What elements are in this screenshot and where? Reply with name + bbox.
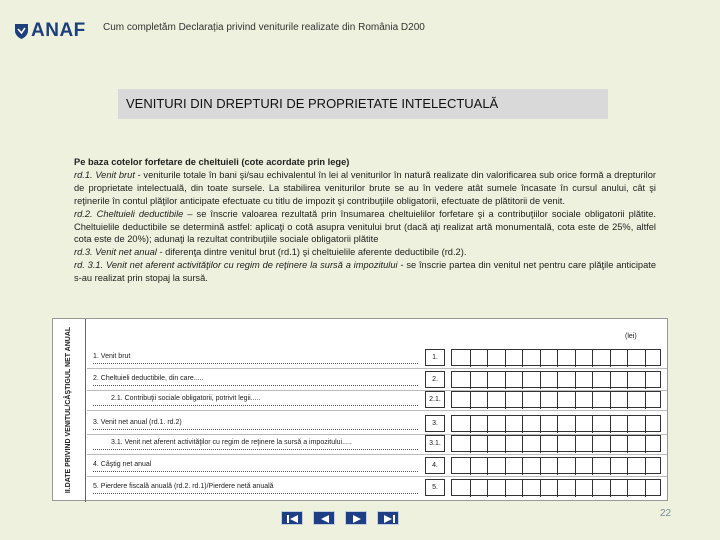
digit-cell-divider bbox=[540, 480, 541, 497]
digit-cell-divider bbox=[505, 350, 506, 367]
digit-cell-divider bbox=[557, 350, 558, 367]
digit-cell-divider bbox=[592, 372, 593, 389]
digit-cell-divider bbox=[610, 350, 611, 367]
digit-cell-divider bbox=[522, 392, 523, 409]
paragraph-text: se înscrie partea din venitul net pentru care plăţile anticipate s-au realizat prin stopaj la sursă. bbox=[74, 260, 656, 284]
paragraph-lead: rd.1. Venit brut bbox=[74, 169, 135, 180]
digit-cell-divider bbox=[575, 480, 576, 497]
digit-cell-divider bbox=[522, 480, 523, 497]
digit-cell-divider bbox=[610, 372, 611, 389]
digit-cell-divider bbox=[645, 480, 646, 497]
digit-cell-divider bbox=[575, 416, 576, 433]
digit-cell-divider bbox=[540, 350, 541, 367]
digit-cell-divider bbox=[470, 416, 471, 433]
arrow-left-icon bbox=[314, 512, 336, 526]
form-row-underline bbox=[93, 471, 418, 472]
digit-cell-divider bbox=[592, 480, 593, 497]
skip-forward-icon bbox=[378, 512, 400, 526]
digit-cell-divider bbox=[645, 458, 646, 475]
slide-navigation bbox=[281, 511, 399, 525]
digit-cell-divider bbox=[522, 436, 523, 453]
digit-cell-divider bbox=[575, 350, 576, 367]
digit-cell-divider bbox=[470, 392, 471, 409]
digit-cell-divider bbox=[627, 416, 628, 433]
digit-cell-divider bbox=[645, 372, 646, 389]
digit-cell-divider bbox=[505, 416, 506, 433]
paragraph-4 bbox=[74, 259, 656, 285]
slide-title-box bbox=[118, 89, 608, 119]
digit-cell-divider bbox=[592, 392, 593, 409]
previous-slide-button[interactable] bbox=[313, 511, 335, 525]
digit-cell-divider bbox=[610, 480, 611, 497]
row-divider bbox=[87, 410, 667, 411]
digit-cell-divider bbox=[540, 458, 541, 475]
skip-back-icon bbox=[282, 512, 304, 526]
currency-unit: (lei) bbox=[625, 333, 637, 340]
digit-cell-divider bbox=[505, 392, 506, 409]
digit-cell-divider bbox=[627, 350, 628, 367]
amount-input[interactable] bbox=[451, 435, 661, 452]
digit-cell-divider bbox=[575, 392, 576, 409]
digit-cell-divider bbox=[540, 416, 541, 433]
digit-cell-divider bbox=[540, 436, 541, 453]
logo-text: ANAF bbox=[31, 20, 86, 41]
digit-cell-divider bbox=[627, 372, 628, 389]
form-row-number: 4. bbox=[425, 457, 445, 474]
digit-cell-divider bbox=[522, 458, 523, 475]
digit-cell-divider bbox=[487, 436, 488, 453]
form-row-underline bbox=[93, 429, 418, 430]
digit-cell-divider bbox=[487, 392, 488, 409]
paragraph-text: Pe baza cotelor forfetare de cheltuieli (cote acordate prin lege) bbox=[74, 157, 350, 167]
digit-cell-divider bbox=[575, 458, 576, 475]
digit-cell-divider bbox=[522, 416, 523, 433]
last-slide-button[interactable] bbox=[377, 511, 399, 525]
digit-cell-divider bbox=[557, 416, 558, 433]
row-divider bbox=[87, 368, 667, 369]
form-row-underline bbox=[93, 363, 418, 364]
digit-cell-divider bbox=[557, 372, 558, 389]
digit-cell-divider bbox=[627, 480, 628, 497]
header bbox=[0, 0, 720, 56]
digit-cell-divider bbox=[540, 372, 541, 389]
form-row-number: 3.1. bbox=[425, 435, 445, 452]
digit-cell-divider bbox=[592, 416, 593, 433]
form-row-number: 2. bbox=[425, 371, 445, 388]
amount-input[interactable] bbox=[451, 457, 661, 474]
paragraph-lead: rd.2. Cheltuieli deductibile bbox=[74, 208, 184, 219]
digit-cell-divider bbox=[522, 372, 523, 389]
form-row-number: 1. bbox=[425, 349, 445, 366]
presentation-subtitle: Cum completăm Declarația privind veniturile realizate din România D200 bbox=[103, 22, 425, 33]
form-row-number: 5. bbox=[425, 479, 445, 496]
digit-cell-divider bbox=[557, 392, 558, 409]
digit-cell-divider bbox=[645, 436, 646, 453]
form-row-label: 3.1. Venit net aferent activităţilor cu regim de reţinere la sursă a impozitului..... bbox=[111, 439, 352, 446]
anaf-logo bbox=[14, 20, 86, 42]
arrow-right-icon bbox=[346, 512, 368, 526]
paragraph-0 bbox=[74, 156, 656, 169]
paragraph-3 bbox=[74, 246, 656, 259]
form-row-label: 3. Venit net anual (rd.1. rd.2) bbox=[93, 419, 182, 426]
amount-input[interactable] bbox=[451, 349, 661, 366]
digit-cell-divider bbox=[592, 436, 593, 453]
form-vertical-header bbox=[53, 319, 86, 502]
shield-icon bbox=[14, 23, 29, 40]
digit-cell-divider bbox=[557, 480, 558, 497]
page-number: 22 bbox=[660, 508, 672, 519]
form-row-underline bbox=[93, 449, 418, 450]
first-slide-button[interactable] bbox=[281, 511, 303, 525]
digit-cell-divider bbox=[487, 350, 488, 367]
digit-cell-divider bbox=[557, 458, 558, 475]
form-row-underline bbox=[93, 385, 418, 386]
row-divider bbox=[87, 454, 667, 455]
digit-cell-divider bbox=[645, 392, 646, 409]
digit-cell-divider bbox=[470, 372, 471, 389]
digit-cell-divider bbox=[610, 458, 611, 475]
form-row-label: 2.1. Contribuţii sociale obligatorii, potrivit legii..... bbox=[111, 395, 261, 402]
digit-cell-divider bbox=[575, 436, 576, 453]
digit-cell-divider bbox=[627, 392, 628, 409]
form-row-label: 4. Câştig net anual bbox=[93, 461, 152, 468]
amount-input[interactable] bbox=[451, 479, 661, 496]
digit-cell-divider bbox=[627, 458, 628, 475]
amount-input[interactable] bbox=[451, 371, 661, 388]
digit-cell-divider bbox=[505, 372, 506, 389]
paragraph-text: – se înscrie valoarea rezultată prin însumarea cheltuielilor forfetare şi a contribuţiilor sociale obligatorii plătite. Cheltuielile deductibile se determină astfel: aplicaţi o cotă asupra venitului brut (dacă aţi realizat artă monumentală, cota este de 25%, altfel cota este de 20%); adunaţi la rezultat contribuţiile sociale obligatorii plătite bbox=[74, 208, 656, 245]
slide-body-text bbox=[74, 156, 656, 319]
form-section-ii bbox=[52, 318, 668, 501]
digit-cell-divider bbox=[557, 436, 558, 453]
digit-cell-divider bbox=[487, 458, 488, 475]
digit-cell-divider bbox=[470, 458, 471, 475]
form-row-label: 5. Pierdere fiscală anuală (rd.2. rd.1)/Pierdere netă anuală bbox=[93, 483, 274, 490]
digit-cell-divider bbox=[487, 372, 488, 389]
form-vertical-label: II.DATE PRIVIND VENITUL/CÂŞTIGUL NET ANUAL bbox=[65, 326, 72, 494]
paragraph-1 bbox=[74, 169, 656, 208]
digit-cell-divider bbox=[627, 436, 628, 453]
digit-cell-divider bbox=[575, 372, 576, 389]
digit-cell-divider bbox=[505, 480, 506, 497]
row-divider bbox=[87, 476, 667, 477]
form-row-underline bbox=[93, 405, 418, 406]
paragraph-text: - veniturile totale în bani şi/sau echivalentul în lei al veniturilor în natură realizate din valorificarea sub orice formă a drepturilor de proprietate intelectuală, din toate sursele. La stabilirea veniturilor brute se au în vedere atât sumele încasate în cursul anului, cât şi reţinerile în contul plăţilor anticipate efectuate cu titlu de impozit şi contribuţiile obligatorii, efectuate de plătitorii de venit. bbox=[74, 169, 656, 206]
paragraph-text: - diferenţa dintre venitul brut (rd.1) şi cheltuielile aferente deductibile (rd.2). bbox=[156, 247, 467, 258]
digit-cell-divider bbox=[505, 458, 506, 475]
paragraph-lead: rd.3. Venit net anual bbox=[74, 247, 157, 258]
paragraph-2 bbox=[74, 208, 656, 247]
digit-cell-divider bbox=[470, 480, 471, 497]
digit-cell-divider bbox=[610, 436, 611, 453]
amount-input[interactable] bbox=[451, 415, 661, 432]
form-row-number: 2.1. bbox=[425, 391, 445, 408]
digit-cell-divider bbox=[522, 350, 523, 367]
digit-cell-divider bbox=[645, 416, 646, 433]
digit-cell-divider bbox=[610, 392, 611, 409]
slide-title: VENITURI DIN DREPTURI DE PROPRIETATE INTELECTUALĂ bbox=[126, 96, 499, 111]
digit-cell-divider bbox=[540, 392, 541, 409]
digit-cell-divider bbox=[592, 350, 593, 367]
form-row-label: 2. Cheltuieli deductibile, din care..... bbox=[93, 375, 204, 382]
paragraph-lead: rd. 3.1. Venit net aferent activităţilor cu regim de reţinere la sursă a impozitului - bbox=[74, 260, 404, 271]
amount-input[interactable] bbox=[451, 391, 661, 408]
digit-cell-divider bbox=[487, 416, 488, 433]
form-row-number: 3. bbox=[425, 415, 445, 432]
digit-cell-divider bbox=[470, 350, 471, 367]
form-row-underline bbox=[93, 493, 418, 494]
next-slide-button[interactable] bbox=[345, 511, 367, 525]
digit-cell-divider bbox=[645, 350, 646, 367]
form-row-label: 1. Venit brut bbox=[93, 353, 131, 360]
digit-cell-divider bbox=[592, 458, 593, 475]
digit-cell-divider bbox=[610, 416, 611, 433]
digit-cell-divider bbox=[470, 436, 471, 453]
digit-cell-divider bbox=[505, 436, 506, 453]
digit-cell-divider bbox=[487, 480, 488, 497]
